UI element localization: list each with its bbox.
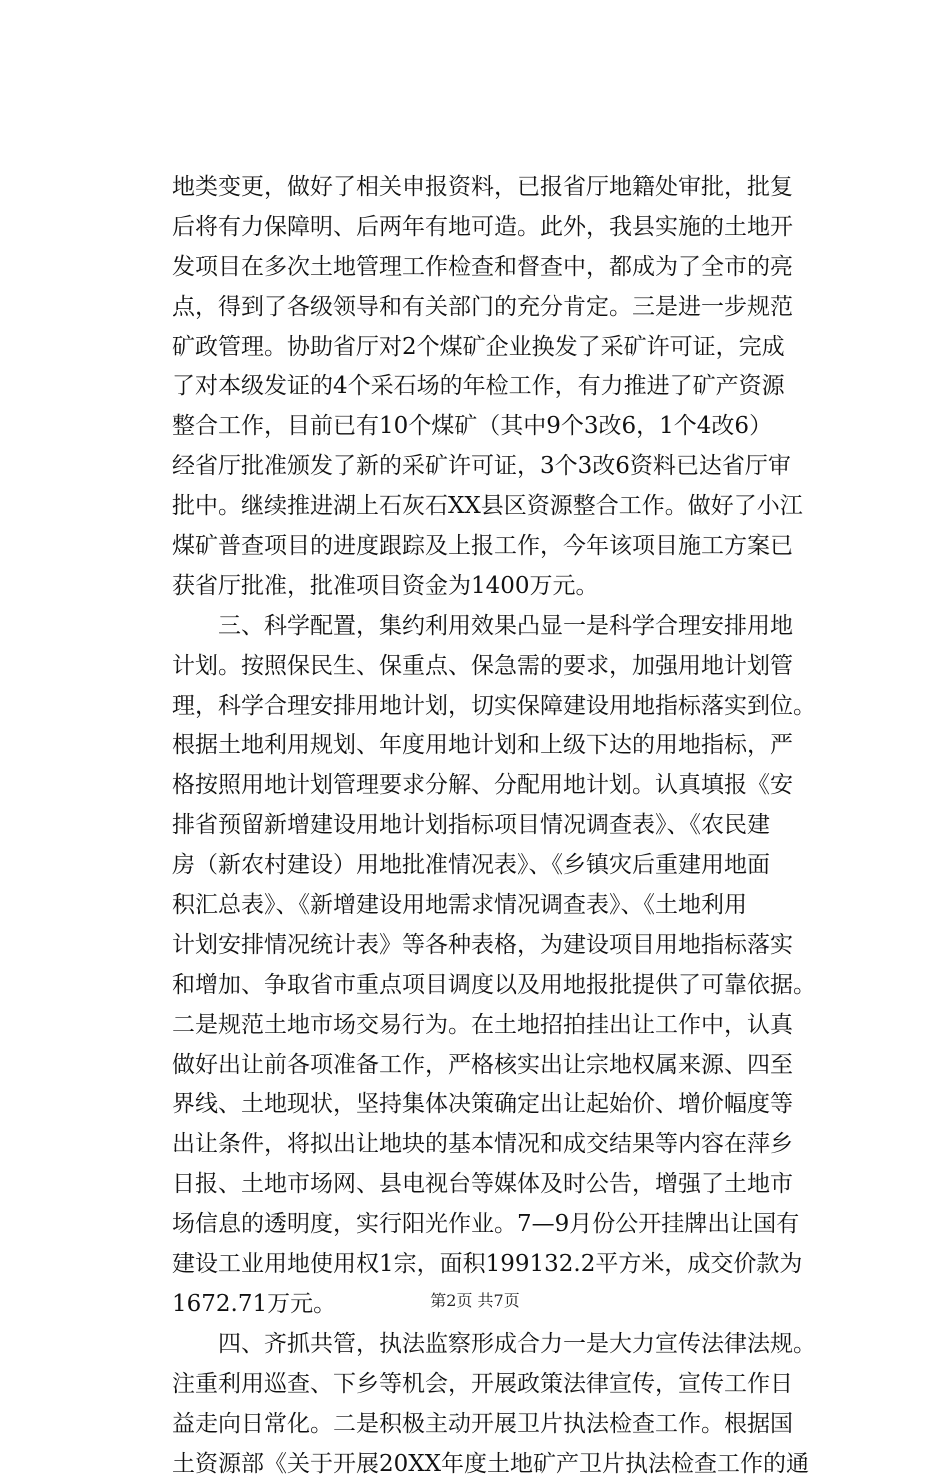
text-line: 三、科学配置，集约利用效果凸显一是科学合理安排用地: [172, 607, 862, 647]
text-line: 批中。继续推进湖上石灰石XX县区资源整合工作。做好了小江: [172, 487, 862, 527]
text-line: 注重利用巡查、下乡等机会，开展政策法律宣传，宣传工作日: [172, 1365, 862, 1405]
text-line: 计划安排情况统计表》等各种表格，为建设项目用地指标落实: [172, 926, 862, 966]
text-line: 益走向日常化。二是积极主动开展卫片执法检查工作。根据国: [172, 1405, 862, 1445]
text-line: 获省厅批准，批准项目资金为1400万元。: [172, 567, 862, 607]
text-line: 煤矿普查项目的进度跟踪及上报工作，今年该项目施工方案已: [172, 527, 862, 567]
text-line: 日报、土地市场网、县电视台等媒体及时公告，增强了土地市: [172, 1165, 862, 1205]
page-footer: 第2页 共7页: [0, 1291, 950, 1311]
text-line: 做好出让前各项准备工作，严格核实出让宗地权属来源、四至: [172, 1046, 862, 1086]
text-line: 地类变更，做好了相关申报资料，已报省厅地籍处审批，批复: [172, 168, 862, 208]
text-line: 二是规范土地市场交易行为。在土地招拍挂出让工作中，认真: [172, 1006, 862, 1046]
text-line: 理，科学合理安排用地计划，切实保障建设用地指标落实到位。: [172, 687, 862, 727]
text-line: 矿政管理。协助省厅对2个煤矿企业换发了采矿许可证，完成: [172, 328, 862, 368]
text-line: 场信息的透明度，实行阳光作业。7—9月份公开挂牌出让国有: [172, 1205, 862, 1245]
text-line: 根据土地利用规划、年度用地计划和上级下达的用地指标，严: [172, 726, 862, 766]
text-line: 建设工业用地使用权1宗，面积199132.2平方米，成交价款为: [172, 1245, 862, 1285]
text-line: 格按照用地计划管理要求分解、分配用地计划。认真填报《安: [172, 766, 862, 806]
text-line: 界线、土地现状，坚持集体决策确定出让起始价、增价幅度等: [172, 1085, 862, 1125]
text-line: 房（新农村建设）用地批准情况表》、《乡镇灾后重建用地面: [172, 846, 862, 886]
text-line: 1672.71万元。: [172, 1285, 862, 1325]
text-line: 经省厅批准颁发了新的采矿许可证，3个3改6资料已达省厅审: [172, 447, 862, 487]
text-line: 出让条件，将拟出让地块的基本情况和成交结果等内容在萍乡: [172, 1125, 862, 1165]
text-line: 和增加、争取省市重点项目调度以及用地报批提供了可靠依据。: [172, 966, 862, 1006]
text-line: 排省预留新增建设用地计划指标项目情况调查表》、《农民建: [172, 806, 862, 846]
text-line: 四、齐抓共管，执法监察形成合力一是大力宣传法律法规。: [172, 1325, 862, 1365]
text-line: 整合工作，目前已有10个煤矿（其中9个3改6，1个4改6）: [172, 407, 862, 447]
text-line: 点，得到了各级领导和有关部门的充分肯定。三是进一步规范: [172, 288, 862, 328]
body-text: [172, 168, 862, 1484]
text-line: 发项目在多次土地管理工作检查和督查中，都成为了全市的亮: [172, 248, 862, 288]
text-line: 土资源部《关于开展20XX年度土地矿产卫片执法检查工作的通: [172, 1445, 862, 1484]
text-line: 积汇总表》、《新增建设用地需求情况调查表》、《土地利用: [172, 886, 862, 926]
text-line: 后将有力保障明、后两年有地可造。此外，我县实施的土地开: [172, 208, 862, 248]
text-line: 计划。按照保民生、保重点、保急需的要求，加强用地计划管: [172, 647, 862, 687]
text-line: 了对本级发证的4个采石场的年检工作，有力推进了矿产资源: [172, 367, 862, 407]
